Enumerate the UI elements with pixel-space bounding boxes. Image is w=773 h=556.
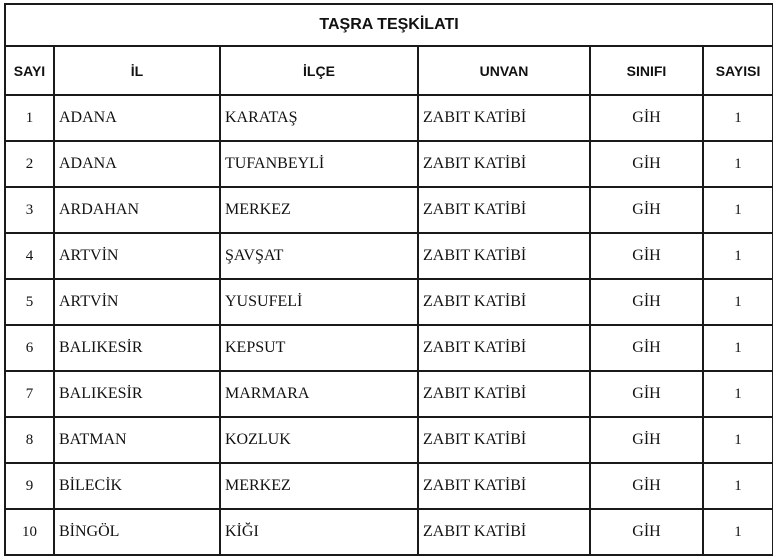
cell-ilce: KARATAŞ <box>220 95 418 141</box>
cell-unvan: ZABIT KATİBİ <box>418 95 590 141</box>
table-row <box>5 371 773 417</box>
cell-il: BİNGÖL <box>54 509 220 555</box>
cell-ilce: KOZLUK <box>220 417 418 463</box>
cell-sayisi: 1 <box>703 371 773 417</box>
table-row <box>5 509 773 555</box>
cell-ilce: KİĞI <box>220 509 418 555</box>
cell-sayisi: 1 <box>703 95 773 141</box>
cell-unvan: ZABIT KATİBİ <box>418 325 590 371</box>
cell-il: BİLECİK <box>54 463 220 509</box>
table-row <box>5 95 773 141</box>
cell-unvan: ZABIT KATİBİ <box>418 141 590 187</box>
table-row <box>5 417 773 463</box>
cell-sayisi: 1 <box>703 463 773 509</box>
table-row <box>5 325 773 371</box>
cell-sayi: 8 <box>5 417 54 463</box>
table-body <box>5 95 773 555</box>
cell-sayi: 6 <box>5 325 54 371</box>
cell-unvan: ZABIT KATİBİ <box>418 371 590 417</box>
cell-sayisi: 1 <box>703 187 773 233</box>
cell-sinifi: GİH <box>590 279 703 325</box>
cell-sayisi: 1 <box>703 233 773 279</box>
cell-unvan: ZABIT KATİBİ <box>418 187 590 233</box>
cell-ilce: MERKEZ <box>220 463 418 509</box>
cell-sayi: 5 <box>5 279 54 325</box>
table-row <box>5 141 773 187</box>
table-row <box>5 187 773 233</box>
cell-il: ARDAHAN <box>54 187 220 233</box>
cell-sinifi: GİH <box>590 233 703 279</box>
cell-sayi: 10 <box>5 509 54 555</box>
table-row <box>5 463 773 509</box>
cell-il: ARTVİN <box>54 233 220 279</box>
cell-il: ADANA <box>54 95 220 141</box>
cell-sayi: 3 <box>5 187 54 233</box>
cell-ilce: TUFANBEYLİ <box>220 141 418 187</box>
header-il: İL <box>54 46 220 95</box>
cell-sayi: 4 <box>5 233 54 279</box>
header-unvan: UNVAN <box>418 46 590 95</box>
cell-il: BALIKESİR <box>54 371 220 417</box>
cell-sayisi: 1 <box>703 509 773 555</box>
cell-il: ARTVİN <box>54 279 220 325</box>
header-ilce: İLÇE <box>220 46 418 95</box>
cell-sinifi: GİH <box>590 325 703 371</box>
cell-sinifi: GİH <box>590 417 703 463</box>
cell-ilce: MARMARA <box>220 371 418 417</box>
cell-il: BATMAN <box>54 417 220 463</box>
header-sayisi: SAYISI <box>703 46 773 95</box>
cell-sayi: 7 <box>5 371 54 417</box>
cell-unvan: ZABIT KATİBİ <box>418 279 590 325</box>
cell-sayisi: 1 <box>703 141 773 187</box>
cell-il: BALIKESİR <box>54 325 220 371</box>
staff-table <box>4 3 773 556</box>
cell-ilce: YUSUFELİ <box>220 279 418 325</box>
cell-sinifi: GİH <box>590 509 703 555</box>
cell-sayi: 9 <box>5 463 54 509</box>
table-row <box>5 279 773 325</box>
title-row <box>5 4 773 46</box>
cell-unvan: ZABIT KATİBİ <box>418 509 590 555</box>
header-row <box>5 46 773 95</box>
cell-sinifi: GİH <box>590 371 703 417</box>
cell-unvan: ZABIT KATİBİ <box>418 463 590 509</box>
cell-ilce: KEPSUT <box>220 325 418 371</box>
cell-sinifi: GİH <box>590 463 703 509</box>
header-sayi: SAYI <box>5 46 54 95</box>
cell-unvan: ZABIT KATİBİ <box>418 417 590 463</box>
cell-sayi: 1 <box>5 95 54 141</box>
cell-sayi: 2 <box>5 141 54 187</box>
cell-sayisi: 1 <box>703 279 773 325</box>
cell-unvan: ZABIT KATİBİ <box>418 233 590 279</box>
cell-sinifi: GİH <box>590 187 703 233</box>
table-title: TAŞRA TEŞKİLATI <box>5 4 773 46</box>
cell-ilce: MERKEZ <box>220 187 418 233</box>
table-row <box>5 233 773 279</box>
cell-ilce: ŞAVŞAT <box>220 233 418 279</box>
cell-sayisi: 1 <box>703 325 773 371</box>
cell-sinifi: GİH <box>590 141 703 187</box>
cell-sinifi: GİH <box>590 95 703 141</box>
cell-il: ADANA <box>54 141 220 187</box>
cell-sayisi: 1 <box>703 417 773 463</box>
header-sinifi: SINIFI <box>590 46 703 95</box>
